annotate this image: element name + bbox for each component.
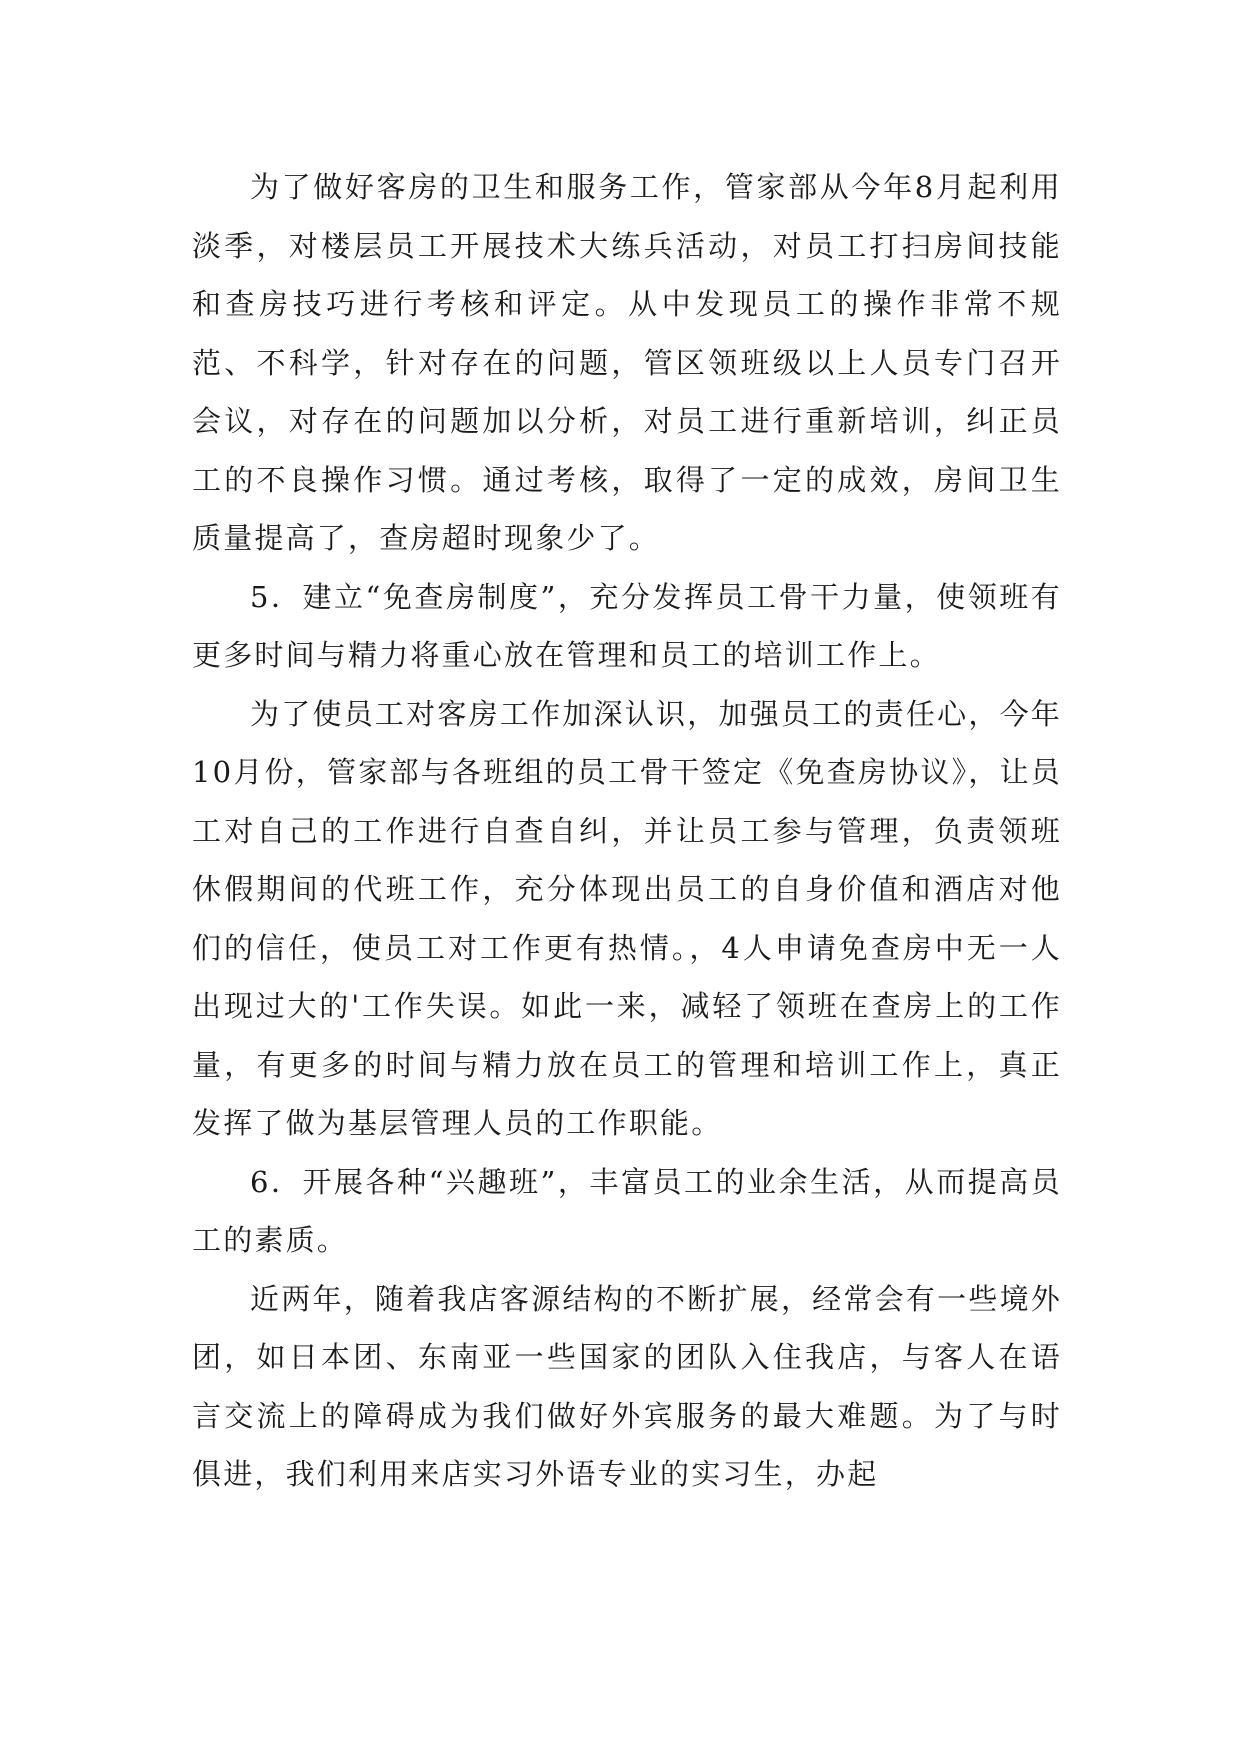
- paragraph-language-classes: 近两年，随着我店客源结构的不断扩展，经常会有一些境外团，如日本团、东南亚一些国家的团队入住我店，与客人在语言交流上的障碍成为我们做好外宾服务的最大难题。为了与时俱进，我们利用来店实习外语专业的实习生，办起: [192, 1281, 1062, 1491]
- paragraph-housekeeping-training: 为了做好客房的卫生和服务工作，管家部从今年8月起利用淡季，对楼层员工开展技术大练兵活动，对员工打扫房间技能和查房技巧进行考核和评定。从中发现员工的操作非常不规范、不科学，针对存在的问题，管区领班级以上人员专门召开会议，对存在的问题加以分析，对员工进行重新培训，纠正员工的不良操作习惯。通过考核，取得了一定的成效，房间卫生质量提高了，查房超时现象少了。: [192, 170, 1062, 555]
- paragraph-heading-6: 6．开展各种“兴趣班”，丰富员工的业余生活，从而提高员工的素质。: [192, 1164, 1062, 1257]
- document-body: [192, 158, 1062, 1504]
- paragraph-heading-5: 5．建立“免查房制度”，充分发挥员工骨干力量，使领班有更多时间与精力将重心放在管理和员工的培训工作上。: [192, 579, 1062, 672]
- paragraph-inspection-free: 为了使员工对客房工作加深认识，加强员工的责任心，今年10月份，管家部与各班组的员工骨干签定《免查房协议》，让员工对自己的工作进行自查自纠，并让员工参与管理，负责领班休假期间的代班工作，充分体现出员工的自身价值和酒店对他们的信任，使员工对工作更有热情。，4人申请免查房中无一人出现过大的'工作失误。如此一来，减轻了领班在查房上的工作量，有更多的时间与精力放在员工的管理和培训工作上，真正发挥了做为基层管理人员的工作职能。: [192, 696, 1062, 1140]
